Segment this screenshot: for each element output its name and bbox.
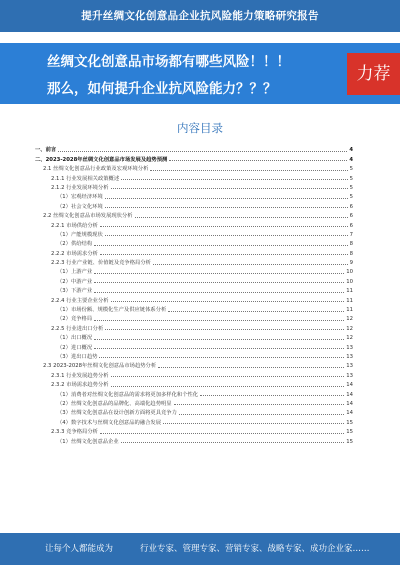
toc-entry-label: （2）竞争格局	[57, 316, 93, 323]
toc-leader-dots	[179, 414, 344, 415]
toc-leader-dots	[94, 273, 344, 274]
toc-entry[interactable]	[35, 266, 353, 275]
toc-leader-dots	[168, 311, 344, 312]
toc-entry-page: 10	[346, 269, 353, 276]
toc-entry-page: 4	[349, 156, 353, 163]
toc-leader-dots	[94, 292, 344, 293]
toc-entry[interactable]	[35, 200, 353, 209]
toc-entry[interactable]	[35, 341, 353, 350]
toc-entry[interactable]	[35, 360, 353, 369]
toc-entry[interactable]	[35, 229, 353, 238]
toc-leader-dots	[121, 179, 347, 180]
toc-entry-page: 12	[346, 316, 353, 323]
toc-leader-dots	[153, 264, 348, 265]
toc-entry-label: 2.3.3 竞争格局分析	[51, 429, 98, 436]
toc-leader-dots	[94, 320, 344, 321]
toc-entry-page: 13	[346, 363, 353, 370]
toc-entry[interactable]	[35, 285, 353, 294]
toc-entry-page: 5	[349, 166, 353, 173]
toc-entry[interactable]	[35, 257, 353, 266]
toc-entry[interactable]	[35, 238, 353, 247]
toc-entry-label: 一、前言	[35, 147, 57, 154]
toc-entry-label: 2.3.2 市场需求趋势分析	[51, 382, 109, 389]
toc-entry-label: 2.1.1 行业发展相关政策概述	[51, 175, 120, 182]
toc-leader-dots	[111, 188, 348, 189]
toc-entry-page: 13	[346, 344, 353, 351]
toc-leader-dots	[94, 339, 344, 340]
footer-bar	[0, 533, 400, 565]
toc-leader-dots	[111, 301, 345, 302]
toc-entry-label: 2.2.1 市场供给分析	[51, 222, 98, 229]
toc-entry-label: （1）产能规模现状	[57, 231, 103, 238]
toc-entry[interactable]	[35, 294, 353, 303]
toc-entry[interactable]	[35, 407, 353, 416]
toc-entry[interactable]	[35, 398, 353, 407]
toc-leader-dots	[111, 386, 345, 387]
toc-entry-page: 11	[346, 288, 353, 295]
toc-leader-dots	[94, 348, 344, 349]
toc-entry-label: （2）社会文化环境	[57, 203, 103, 210]
toc-entry-page: 12	[346, 335, 353, 342]
toc-entry[interactable]	[35, 379, 353, 388]
toc-leader-dots	[58, 151, 347, 152]
toc-entry-label: （1）出口概况	[57, 335, 93, 342]
toc-entry-label: （3）进出口趋势	[57, 353, 98, 360]
toc-entry-page: 10	[346, 278, 353, 285]
toc-entry-page: 11	[346, 307, 353, 314]
toc-entry[interactable]	[35, 191, 353, 200]
toc-entry-page: 14	[346, 400, 353, 407]
hero-subheadline: 那么，如何提升企业抗风险能力？？？	[47, 81, 277, 97]
toc-entry[interactable]	[35, 219, 353, 228]
toc-entry[interactable]	[35, 426, 353, 435]
toc-entry-page: 6	[349, 213, 353, 220]
toc-title: 内容目录	[177, 121, 223, 135]
toc-leader-dots	[99, 357, 344, 358]
toc-entry[interactable]	[35, 144, 353, 153]
toc-entry-page: 9	[349, 260, 353, 267]
footer-roles: 行业专家、管理专家、营销专家、战略专家、成功企业家……	[140, 544, 370, 554]
toc-entry-page: 6	[349, 222, 353, 229]
toc-entry-label: 2.2.2 市场需求分析	[51, 250, 98, 257]
toc-entry-label: （1）消费者对丝绸文化创意品的需求将更加多样化和个性化	[57, 391, 199, 398]
toc-entry[interactable]	[35, 416, 353, 425]
toc-entry-label: （1）上游产业	[57, 269, 93, 276]
toc-entry-label: 2.2.3 行业产业链、价值链及竞争格局分析	[51, 260, 151, 267]
toc-entry-label: （2）丝绸文化创意品的品牌化、高端化趋势明显	[57, 400, 172, 407]
toc-entry[interactable]	[35, 369, 353, 378]
toc-entry-page: 11	[346, 297, 353, 304]
toc-entry-label: （3）丝绸文化创意品在设计创新方面将更具竞争力	[57, 410, 177, 417]
toc-leader-dots	[100, 433, 344, 434]
toc-entry[interactable]	[35, 172, 353, 181]
toc-entry[interactable]	[35, 313, 353, 322]
toc-entry-label: 二、2023-2028年丝绸文化创意品市场发展及趋势预测	[35, 156, 168, 163]
toc-leader-dots	[135, 217, 348, 218]
toc-entry-page: 14	[346, 410, 353, 417]
toc-entry-label: （1）丝绸文化创意品企业	[57, 438, 119, 445]
toc-entry-label: （3）下游产业	[57, 288, 93, 295]
toc-leader-dots	[174, 404, 345, 405]
toc-entry[interactable]	[35, 247, 353, 256]
toc-entry-page: 14	[346, 382, 353, 389]
toc-entry[interactable]	[35, 304, 353, 313]
toc-leader-dots	[100, 254, 348, 255]
toc-entry-label: 2.1.2 行业发展环境分析	[51, 184, 109, 191]
toc-entry-page: 5	[349, 194, 353, 201]
toc-entry-label: （1）宏观经济环境	[57, 194, 103, 201]
hero-banner	[0, 43, 400, 104]
toc-entry-page: 13	[346, 372, 353, 379]
toc-entry-page: 8	[349, 241, 353, 248]
toc-leader-dots	[169, 160, 347, 161]
toc-leader-dots	[150, 170, 347, 171]
report-title-banner: 提升丝绸文化创意品企业抗风险能力策略研究报告	[0, 0, 400, 32]
toc-entry-page: 14	[346, 391, 353, 398]
toc-entry[interactable]	[35, 332, 353, 341]
toc-entry-page: 6	[349, 203, 353, 210]
toc-entry[interactable]	[35, 182, 353, 191]
toc-entry-page: 4	[349, 147, 353, 154]
toc-entry-page: 15	[346, 438, 353, 445]
toc-leader-dots	[105, 329, 344, 330]
toc-entry-page: 7	[349, 231, 353, 238]
toc-leader-dots	[105, 198, 348, 199]
recommend-badge: 力荐	[347, 53, 400, 95]
footer-slogan: 让每个人都能成为	[45, 544, 114, 554]
toc-leader-dots	[105, 235, 348, 236]
toc-entry-page: 8	[349, 250, 353, 257]
toc-leader-dots	[200, 395, 344, 396]
hero-headline: 丝绸文化创意品市场都有哪些风险！！！	[47, 54, 290, 70]
toc-entry-page: 5	[349, 184, 353, 191]
toc-entry[interactable]	[35, 351, 353, 360]
toc-entry-label: 2.2.4 行业主要企业分析	[51, 297, 109, 304]
toc-leader-dots	[158, 367, 344, 368]
toc-entry-page: 15	[346, 419, 353, 426]
toc-entry-label: 2.2 丝绸文化创意品市场发展现状分析	[43, 213, 133, 220]
toc-entry-label: （4）数字技术与丝绸文化创意品的融合发展	[57, 419, 162, 426]
toc-entry[interactable]	[35, 275, 353, 284]
toc-entry-label: 2.2.5 行业进出口分析	[51, 325, 104, 332]
toc-leader-dots	[111, 376, 345, 377]
toc-entry[interactable]	[35, 163, 353, 172]
toc-entry[interactable]	[35, 435, 353, 444]
toc-leader-dots	[163, 423, 344, 424]
toc-entry-label: （2）中游产业	[57, 278, 93, 285]
toc-entry-page: 15	[346, 429, 353, 436]
toc-entry-label: 2.3.1 行业发展趋势分析	[51, 372, 109, 379]
toc-entry[interactable]	[35, 210, 353, 219]
toc-entry-label: 2.1 丝绸文化创意品行业政策及宏观环境分析	[43, 166, 149, 173]
toc-leader-dots	[100, 226, 348, 227]
toc-leader-dots	[94, 245, 347, 246]
toc-leader-dots	[105, 207, 348, 208]
toc-leader-dots	[94, 282, 344, 283]
toc-entry-label: （2）供给结构	[57, 241, 93, 248]
toc-entry-page: 13	[346, 353, 353, 360]
toc-entry-page: 5	[349, 175, 353, 182]
toc-entry-label: 2.3 2023-2028年丝绸文化创意品市场趋势分析	[43, 363, 157, 370]
toc-entry-label: （1）市场份额、规模化生产及供应链体系分析	[57, 307, 167, 314]
toc-entry-page: 12	[346, 325, 353, 332]
table-of-contents	[35, 144, 353, 445]
toc-leader-dots	[121, 442, 345, 443]
toc-entry[interactable]	[35, 388, 353, 397]
toc-entry[interactable]	[35, 322, 353, 331]
toc-entry-label: （2）进口概况	[57, 344, 93, 351]
toc-entry[interactable]	[35, 153, 353, 162]
